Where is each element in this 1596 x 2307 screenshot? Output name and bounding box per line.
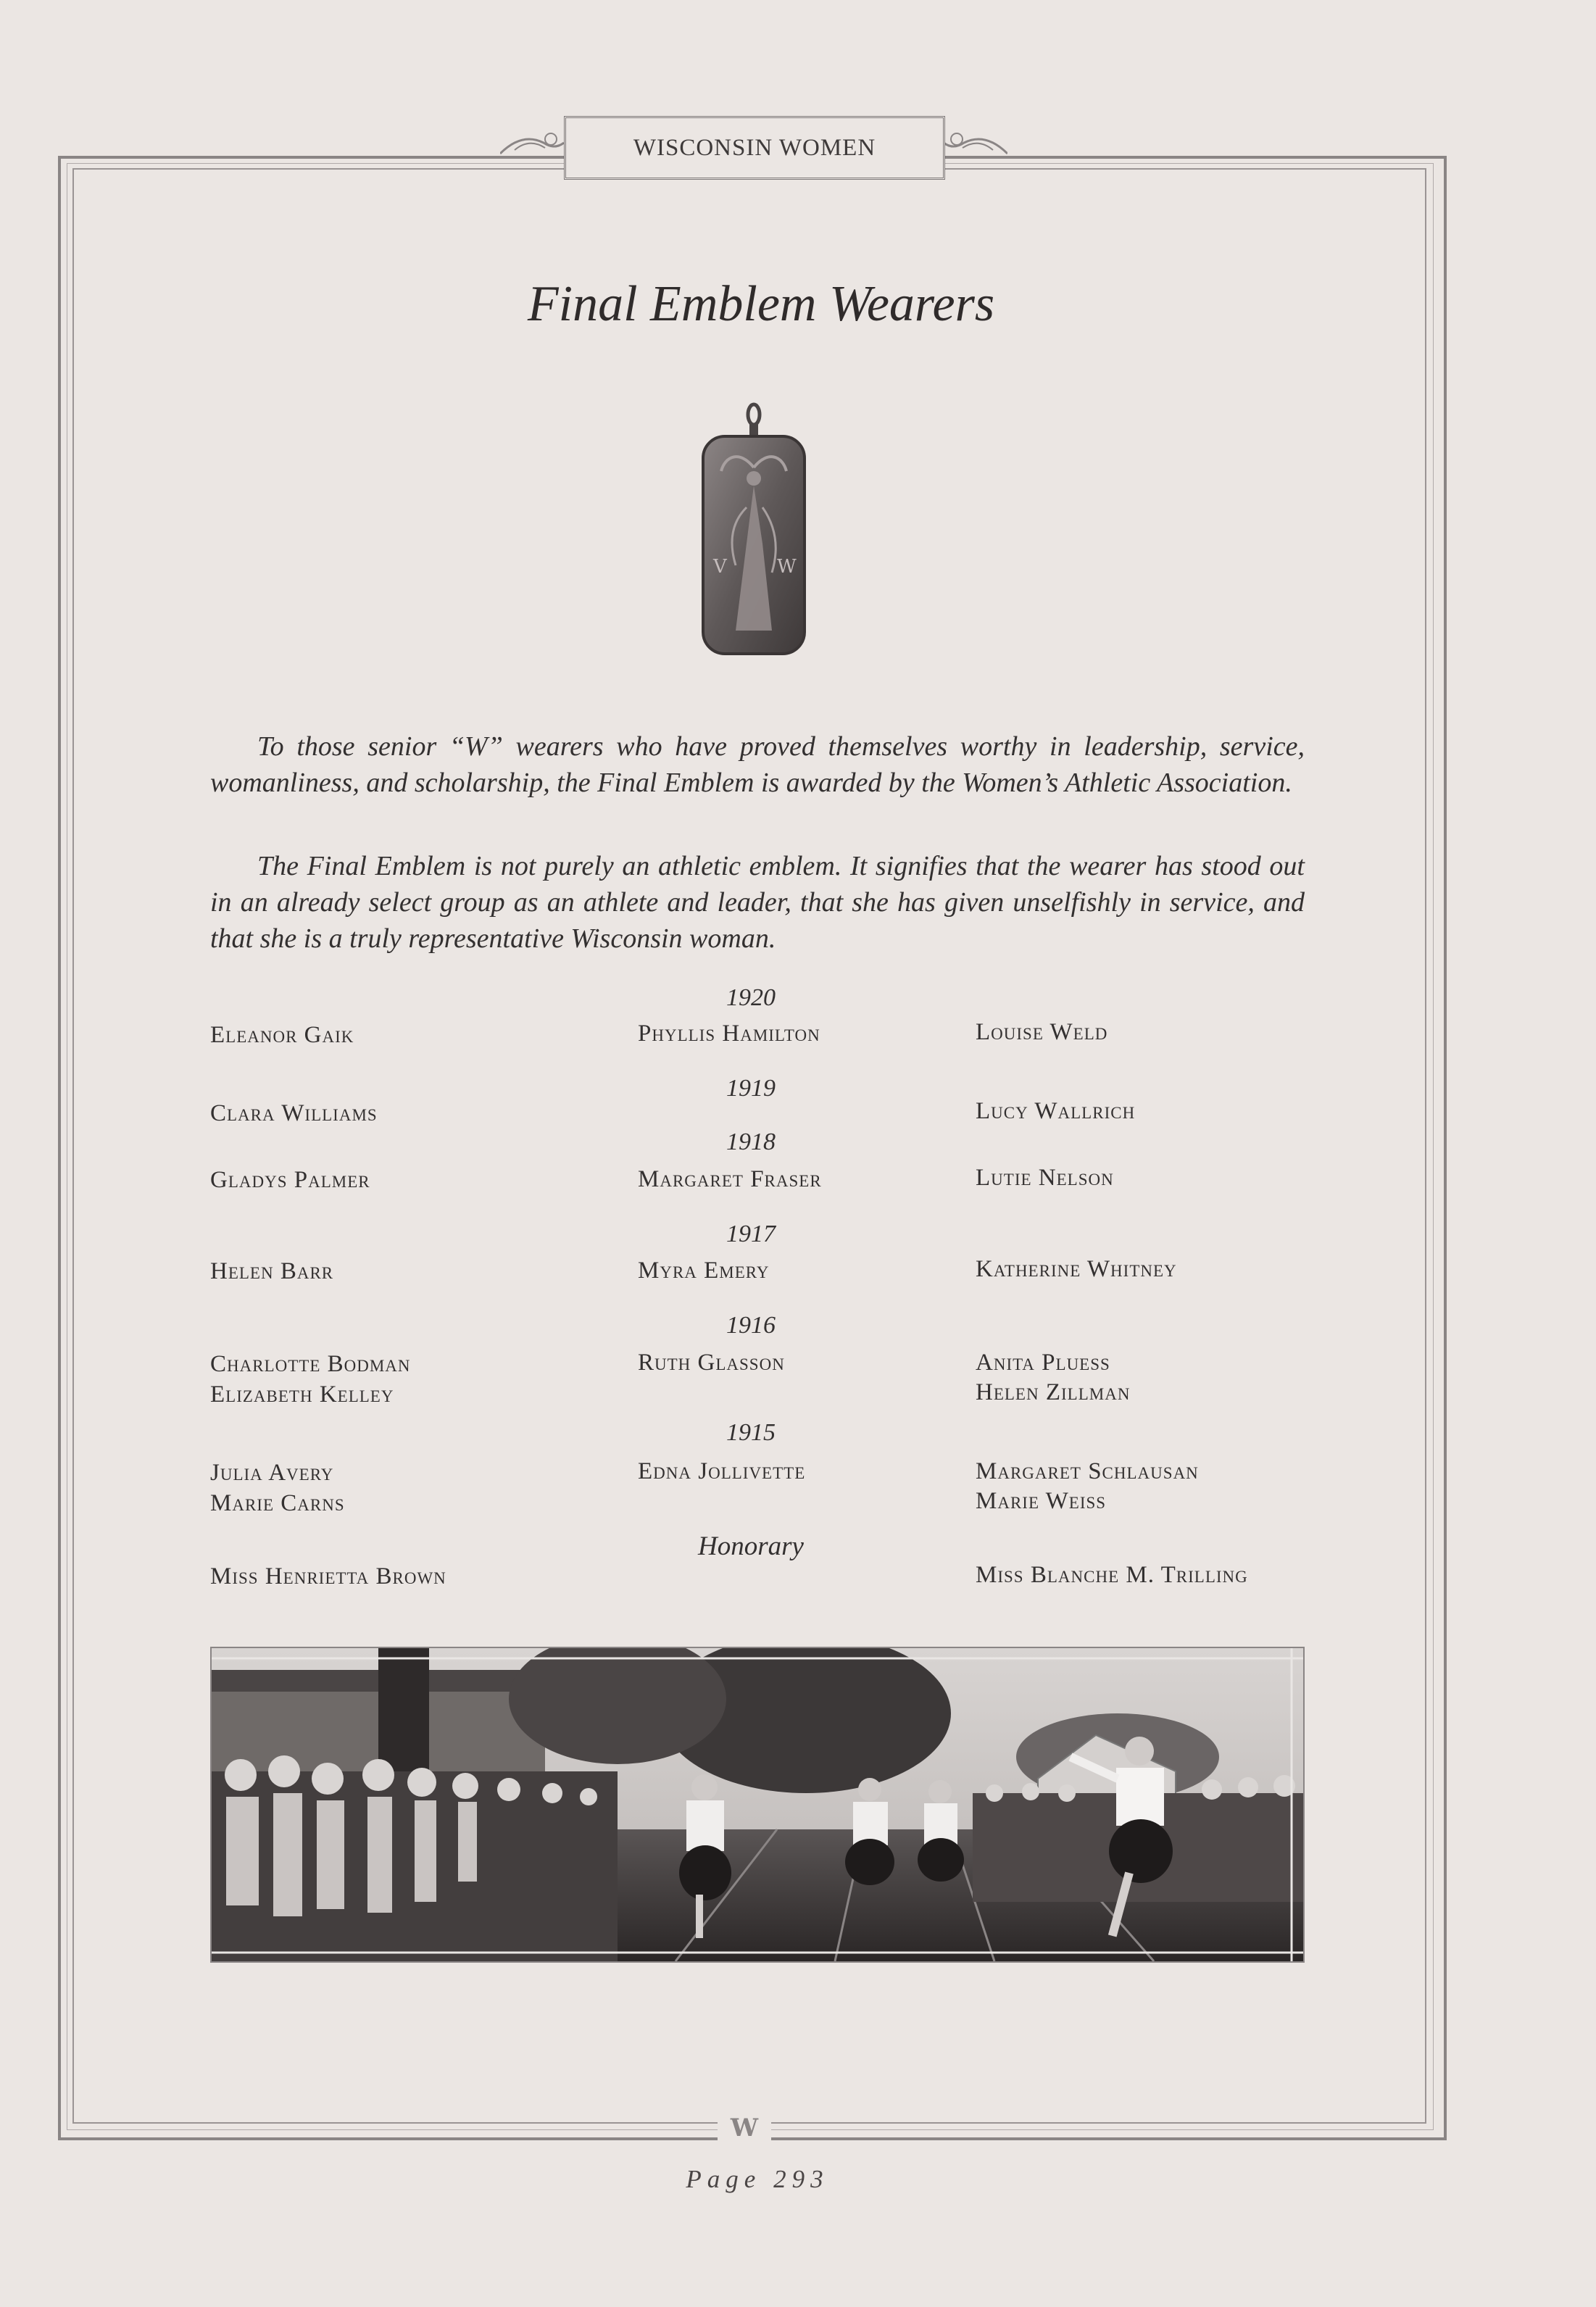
frame-w-letter: W [730,2113,759,2142]
medal-letter-right: W [777,556,797,578]
wearer-name: Lutie Nelson [976,1165,1114,1191]
emblem-medal-image [696,399,812,660]
wearer-name: Marie Carns [210,1490,345,1516]
page-title: Final Emblem Wearers [527,276,995,332]
wearer-name: Elizabeth Kelley [210,1381,394,1408]
wearer-name: Charlotte Bodman [210,1351,411,1377]
wearer-name: Margaret Fraser [638,1166,822,1192]
year-heading-honorary: Honorary [698,1531,804,1561]
wearer-name: Eleanor Gaik [210,1022,354,1048]
wearer-name: Phyllis Hamilton [638,1021,820,1047]
year-heading-1920: 1920 [726,984,776,1011]
honorary-name: Miss Henrietta Brown [210,1563,446,1589]
intro-paragraph: To those senior “W” wearers who have proved themselves worthy in leadership, service, womanliness, and scholarship, the Final Emblem is awarded by the Women’s Athletic Association. [210,731,1305,798]
wearer-name: Katherine Whitney [976,1256,1177,1282]
medal-letter-left: V [713,556,727,578]
wearer-name: Myra Emery [638,1258,770,1284]
wearer-name: Ruth Glasson [638,1350,785,1376]
wearer-name: Lucy Wallrich [976,1098,1136,1124]
wearer-name: Anita Pluess [976,1350,1110,1376]
wearer-name: Helen Zillman [976,1379,1131,1405]
wearer-name: Helen Barr [210,1258,334,1284]
wearer-name: Marie Weiss [976,1488,1107,1514]
year-heading-1916: 1916 [726,1312,776,1339]
year-heading-1917: 1917 [726,1221,776,1247]
year-heading-1915: 1915 [726,1419,776,1446]
honorary-name: Miss Blanche M. Trilling [976,1562,1248,1588]
wearer-name: Louise Weld [976,1019,1108,1045]
year-heading-1919: 1919 [726,1075,776,1102]
frame-w-ornament [718,2113,771,2142]
wearer-name: Edna Jollivette [638,1458,806,1484]
wearer-name: Julia Avery [210,1460,334,1486]
wearer-name: Clara Williams [210,1100,378,1126]
emblem-description-paragraph: The Final Emblem is not purely an athletic emblem. It signifies that the wearer has stood out in an already select group as an athlete and leader, that she has given unselfishly in service, and that she is a truly representative Wisconsin woman. [210,851,1305,954]
section-header: WISCONSIN WOMEN [564,116,945,180]
track-race-photo [210,1647,1305,1963]
wearer-name: Gladys Palmer [210,1167,370,1193]
wearer-name: Margaret Schlausan [976,1458,1199,1484]
year-heading-1918: 1918 [726,1128,776,1155]
page-number: Page 293 [686,2165,829,2193]
